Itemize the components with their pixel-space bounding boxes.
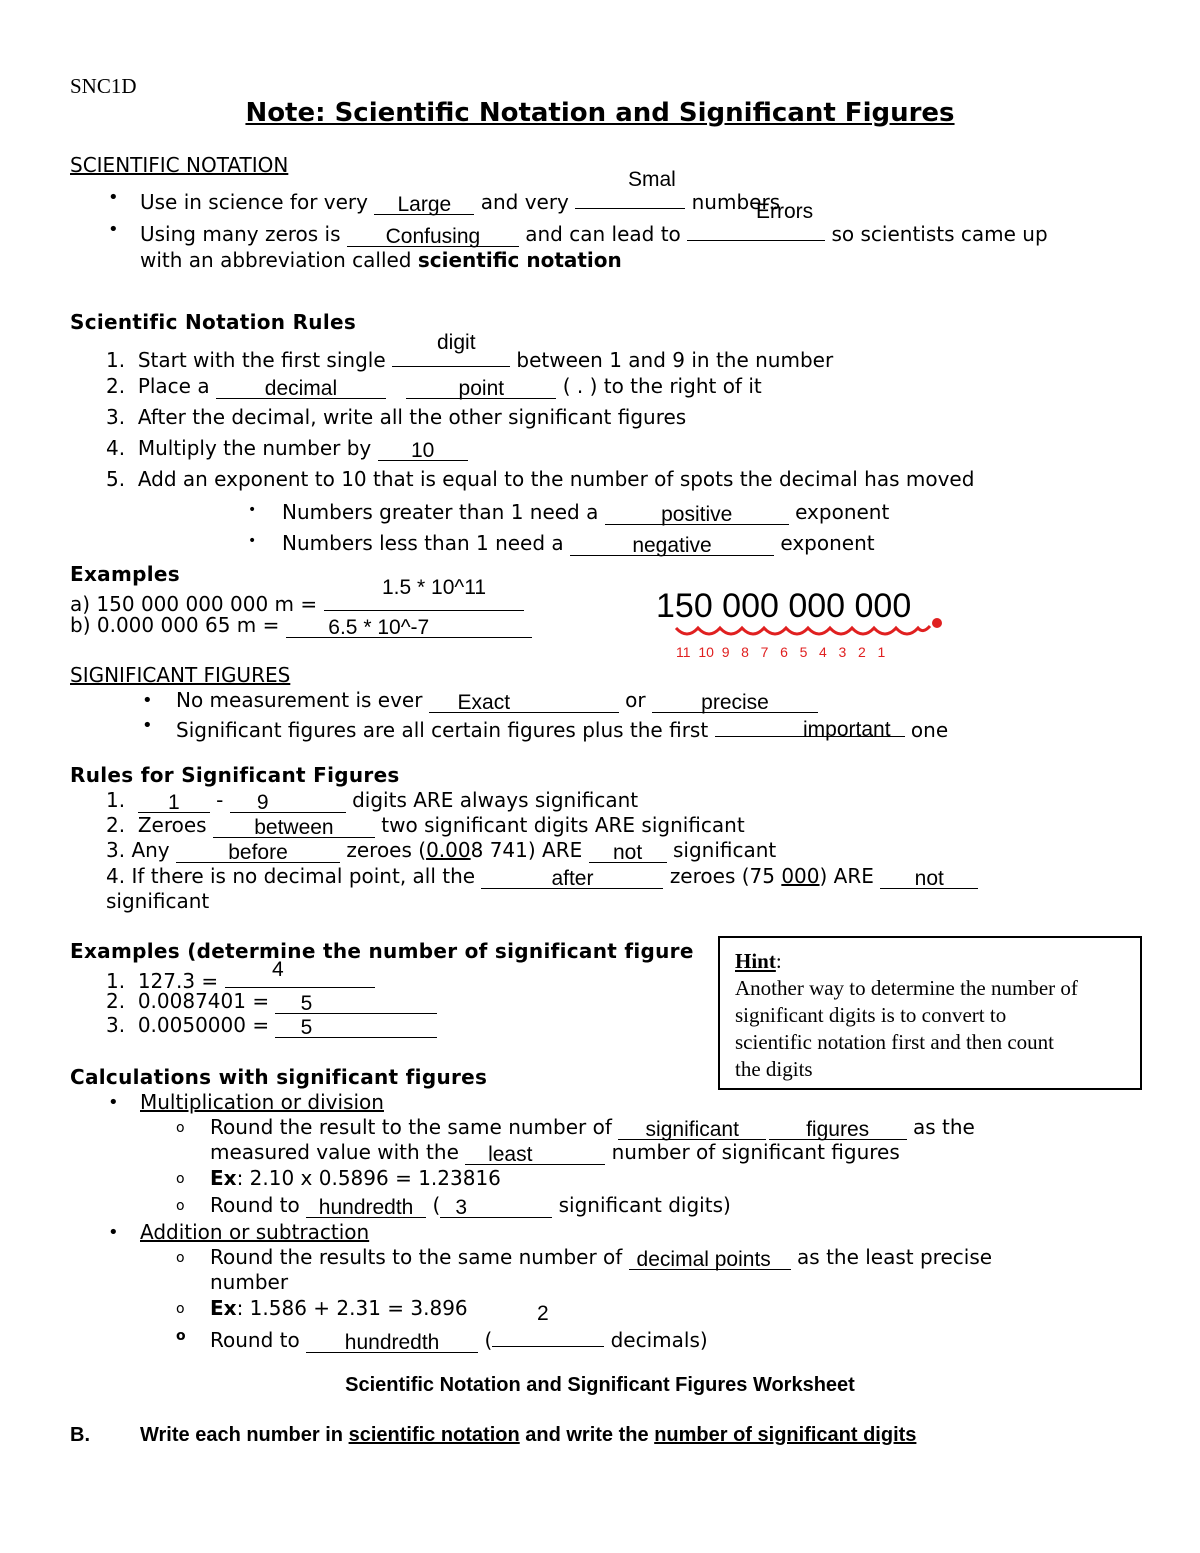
bullet-icon: • [142, 690, 153, 711]
examples-heading: Examples [70, 562, 180, 586]
rule-5: 5. Add an exponent to 10 that is equal to the number of spots the decimal has moved [106, 467, 975, 491]
answer-10: 10 [410, 439, 435, 462]
add-line-4: Round to hundredth ( decimals) [210, 1323, 708, 1353]
sig-rule-3: 3. Any before zeroes (0.008 741) ARE not significant [106, 838, 777, 864]
multiplication-heading: Multiplication or division [140, 1090, 384, 1114]
sig-rule-1: 1. 1 - 9 digits ARE always significant [106, 788, 639, 814]
sig-line-1: No measurement is ever Exact or precise [176, 688, 818, 713]
section-heading-rules: Scientific Notation Rules [70, 310, 357, 334]
rule-2: 2. Place a decimal point ( . ) to the right of it [106, 374, 762, 400]
mul-line-2: measured value with the least number of significant figures [210, 1140, 900, 1166]
example-a: a) 150 000 000 000 m = [70, 587, 524, 616]
answer-confusing: Confusing [385, 225, 481, 248]
answer-positive: positive [661, 503, 733, 526]
answer-not-2: not [914, 867, 944, 890]
answer-5a: 5 [300, 992, 313, 1015]
rule-4: 4. Multiply the number by 10 [106, 436, 468, 461]
sig-rule-2: 2. Zeroes between two significant digits ARE significant [106, 813, 745, 839]
circle-bullet-icon: o [176, 1250, 185, 1266]
sci-line-1: Use in science for very Large and very numbers [140, 185, 780, 215]
course-code: SNC1D [70, 74, 137, 98]
mul-line-4: Round to hundredth ( 3 significant digits) [210, 1193, 731, 1219]
answer-errors: Errors [756, 200, 814, 223]
answer-negative: negative [632, 534, 712, 557]
add-line-2: number [210, 1270, 289, 1294]
sig-line-2: Significant figures are all certain figures plus the first one [176, 713, 948, 742]
answer-2: 2 [537, 1302, 549, 1325]
page-title: Note: Scientific Notation and Significant Figures [245, 98, 955, 128]
answer-digit: digit [437, 331, 476, 354]
section-heading-calculations: Calculations with significant figures [70, 1065, 488, 1089]
decimal-dot [932, 618, 942, 628]
answer-decimal-points: decimal points [636, 1248, 771, 1271]
bullet-icon: • [108, 1222, 119, 1243]
circle-bullet-icon: o [176, 1301, 185, 1317]
example-2: 2. 0.0087401 = 5 [106, 989, 437, 1014]
hop-arc [676, 626, 930, 634]
worksheet-title: Scientific Notation and Significant Figures Worksheet [345, 1374, 855, 1396]
hint-text: Another way to determine the number of significant digits is to convert to scientific notation first and then count the digits [735, 976, 1078, 1081]
bullet-icon: • [108, 187, 119, 208]
subrule-negative: Numbers less than 1 need a negative exponent [282, 531, 875, 557]
example-1: 1. 127.3 = [106, 964, 375, 993]
section-heading-significant-figures: SIGNIFICANT FIGURES [70, 663, 291, 687]
answer-3: 3 [455, 1196, 468, 1219]
sig-rule-4: 4. If there is no decimal point, all the after zeroes (75 000) ARE not [106, 864, 978, 889]
rule-3: 3. After the decimal, write all the other significant figures [106, 405, 687, 429]
answer-large: Large [397, 193, 452, 216]
bullet-icon: • [108, 219, 119, 240]
answer-between: between [254, 816, 334, 839]
add-line-3: Ex: 1.586 + 2.31 = 3.896 [210, 1296, 468, 1320]
addition-heading: Addition or subtraction [140, 1220, 370, 1244]
sci-line-3: with an abbreviation called scientific notation [140, 248, 622, 272]
answer-least: least [488, 1143, 533, 1166]
bullet-icon: • [248, 502, 257, 518]
hint-box: Hint: Another way to determine the number of significant digits is to convert to scientific notation first and then count the digits [718, 936, 1142, 1090]
mul-line-3: Ex: 2.10 x 0.5896 = 1.23816 [210, 1166, 501, 1190]
answer-9: 9 [256, 791, 269, 814]
answer-figures: figures [806, 1118, 870, 1141]
sci-line-2: Using many zeros is Confusing and can lead to so scientists came up [140, 217, 1048, 247]
big-number: 150 000 000 000 [656, 587, 912, 625]
answer-1: 1 [167, 791, 180, 814]
add-line-1: Round the results to the same number of decimal points as the least precise [210, 1245, 993, 1271]
answer-decimal: decimal [264, 377, 338, 400]
answer-significant: significant [645, 1118, 739, 1141]
mul-line-1: Round the result to the same number of significant figures as the [210, 1115, 975, 1141]
answer-exact: Exact [457, 691, 511, 714]
answer-important: important [803, 718, 891, 741]
answer-small: Smal [628, 168, 676, 191]
answer-precise: precise [701, 691, 769, 714]
answer-5b: 5 [300, 1016, 313, 1039]
answer-not-1: not [613, 841, 643, 864]
circle-bullet-icon: o [176, 1120, 185, 1136]
answer-example-b: 6.5 * 10^-7 [328, 616, 430, 639]
examples-determine-heading: Examples (determine the number of significant figure [70, 939, 694, 963]
example-3: 3. 0.0050000 = 5 [106, 1013, 437, 1038]
circle-bullet-icon: o [176, 1171, 185, 1187]
sig-rule-4-cont: significant [106, 889, 210, 913]
bullet-icon: • [142, 715, 153, 736]
rule-1: 1. Start with the first single between 1 and 9 in the number [106, 343, 833, 372]
section-heading-scientific-notation: SCIENTIFIC NOTATION [70, 153, 289, 177]
answer-example-a: 1.5 * 10^11 [382, 576, 487, 599]
example-b: b) 0.000 000 65 m = 6.5 * 10^-7 [70, 613, 532, 638]
bullet-icon: • [108, 1092, 119, 1113]
subrule-positive: Numbers greater than 1 need a positive exponent [282, 500, 890, 526]
bullet-icon: • [248, 533, 257, 549]
section-b-instructions: Write each number in scientific notation and write the number of significant digits [140, 1424, 917, 1446]
section-heading-sig-rules: Rules for Significant Figures [70, 763, 400, 787]
answer-before: before [228, 841, 288, 864]
answer-hundredth-1: hundredth [318, 1196, 414, 1219]
section-b-label: B. [70, 1424, 90, 1446]
hint-title: Hint [735, 949, 776, 973]
answer-4: 4 [272, 958, 284, 981]
hop-counts: 11 10 9 8 7 6 5 4 3 2 1 [676, 644, 886, 660]
answer-point: point [458, 377, 505, 400]
circle-bullet-icon: o [176, 1198, 185, 1214]
answer-hundredth-2: hundredth [344, 1331, 440, 1354]
circle-bullet-icon: o [176, 1328, 186, 1344]
answer-after: after [551, 867, 594, 890]
